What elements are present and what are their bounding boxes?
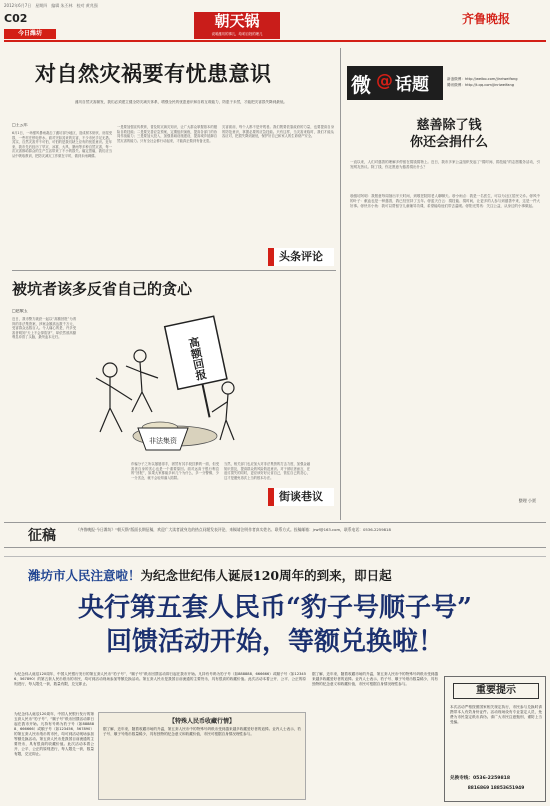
ad-notice-title: 重要提示: [453, 683, 539, 699]
ad-main-headline-1: 央行第五套人民币“豹子号顺子号”: [78, 593, 472, 623]
masthead-rule: [4, 40, 546, 42]
weibo-lead: 微: [351, 73, 371, 97]
cartoon-illustration: [80, 308, 242, 458]
editorial-column-2: 一是要加强宣传教育，普及防灾减灾知识，让广大群众掌握基本的避险自救技能；二是要完善应急预案，定期组织演练，提高各部门的协同作战能力；三是要加大投入，加强基础设施建设，提高城乡抵御自然灾害的能力。只有全社会都行动起来，才能真正做到有备无患。: [117, 125, 217, 143]
editorial-deck: 潍坊自然灾害频发，我们必须建立健全防灾减灾体系，增强全民的忧患意识和自救互救能力，防患于未然，才能把灾害损失降到最低。: [75, 100, 288, 104]
weibo-title: 话题: [395, 75, 429, 95]
sub-article-byline: □赵敏玉: [12, 309, 28, 313]
sina-weibo-label: 新浪微博：: [447, 77, 465, 81]
column-divider: [340, 48, 341, 520]
ad-kicker: [28, 568, 522, 584]
topic-comments: @潍坊阿明：我愿意每周抽出半天时间，到敬老院陪老人聊聊天。@小雨点：我是一名医生，可以为社区居民义诊。@风中的叶子：献血也是一种慈善，我已经坚持了五年。@蓝天白云：捐技能、捐时间，让更多的人参与到慈善中来，这是一件大好事。@快乐小鱼：我可以帮留守儿童辅导功课，希望能给他们带去温暖。@阳光男孩：关注公益，从身边的小事做起。: [350, 194, 540, 208]
ad-collect-box-title: 【特殊人民币收藏行情】: [168, 718, 235, 725]
ad-notice-panel: [444, 676, 546, 802]
section-tag: 今日潍坊: [4, 29, 56, 39]
sub-article-column-3: 当然，相关部门也应加大对非法集资的打击力度，加强金融知识普及，提高群众的风险防范意识。对于被坑者而言，在追讨损失的同时，更应该好好反省自己，管住自己的贪心，这才是避免再次上当的根本办法。: [224, 462, 310, 480]
ad-main-headline-2: 回馈活动开始，等额兑换啦！: [105, 627, 444, 657]
paper-logo: 齐鲁晚报: [462, 12, 511, 26]
ad-notice-body: 本次活动严格按照国家相关规定执行，市民参与兑换时请携带本人有效身份证件。活动现场设有专业鉴定人员，免费为市民鉴定纸币真伪。请广大市民注意甄别，谨防上当受骗。: [450, 705, 542, 724]
editorial-column-1: 6月1日，一场强风暴雨袭击了潍坊部分地区，造成树木倒伏、房屋受损，一些村庄停电停水。面对突如其来的灾害，不少市民手足无措。其实，自然灾害并不可怕，可怕的是我们缺乏应有的忧患意识。近年来，我市先后经历了旱灾、冰雹、大风、暴雨等多种自然灾害，每一次灾害都给群众的生产生活带来了不小的损失。痛定思痛，我们应当从中吸取教训，把防灾减灾工作做在平时，做到未雨绸缪。: [12, 131, 112, 158]
ad-kicker-blue: 潍坊市人民注意啦！: [28, 568, 141, 583]
weibo-links: [447, 76, 546, 88]
sub-article-column-2: 诈骗分子之所以屡屡得手，固然有其手段狡猾的一面，但受害者自身的贪心也是一个重要原因。面对远高于银行利息的“回报”，如果大家都能多问几个为什么，多一分警惕，少一分贪念，就不会轻易落入陷阱。: [131, 462, 219, 480]
ad-hotline-2[interactable]: 8816869 18853651949: [467, 786, 525, 791]
streettalk-badge: [268, 488, 334, 506]
ad-top-rule: [4, 556, 546, 557]
column-motto: 说咱潍坊的事儿，给咱百姓的理儿: [211, 32, 263, 36]
sub-article-column-1: 近日，我市警方破获一起以“高额回报”为诱饵的非法集资案，涉案金额高达数千万元，受害群众达数百人。令人痛心的是，许多受害者明知“天上不会掉馅饼”，却依然被高额利息冲昏了头脑，最终血本无归。: [12, 317, 76, 340]
ad-left-column: 为纪念伟人诞辰120周年，中国人民银行发行的第五套人民币“豹子号”、“顺子号”纸币回馈活动即日起在我市开始。凡持有号码为豹子号（如888888、666666）或顺子号（如123456、567890）的第五套人民币纸币的市民，均可到活动现场参加等额兑换活动。第五套人民币是我国目前流通的主要货币，具有很高的收藏价值。此次活动本着公开、公平、公正的原则进行，每人限兑一套，数量有限，兑完即止。: [14, 712, 94, 756]
topic-intro: 一直以来，人们对慈善的理解多停留在捐钱捐物上。近日，我市多家公益组织发起了“捐时间、捐技能”的志愿服务活动，引发网友热议。除了钱，你还愿意为慈善捐出什么？: [350, 160, 540, 169]
column-name: 朝天锅: [214, 12, 260, 30]
recruit-title: 征稿: [28, 528, 56, 544]
page-code: C02: [4, 12, 28, 25]
streettalk-label: 街谈巷议: [279, 490, 323, 503]
ad-hotline-label: 兑换专线：: [450, 776, 473, 781]
topic-title-line-2: 你还会捐什么: [409, 135, 488, 150]
sina-weibo-url[interactable]: http://weibo.com/jinriweifang: [464, 77, 518, 81]
sign-text: 高额回报: [186, 335, 208, 382]
ad-collect-box: [98, 712, 306, 800]
editorial-byline: □王云年: [12, 123, 28, 127]
recruit-text: 《齐鲁晚报·今日潍坊》“朝天锅”版面长期征稿，欢迎广大读者就身边的热点问题发表评论，来稿请注明作者真实姓名、联系方式。投稿邮箱：jrwf@163.com，联系电话：0536-2259818: [76, 527, 391, 532]
ad-middle-column: 据了解，近年来，随着收藏市场的升温，第五套人民币中的特殊号码纸币受到越来越多收藏爱好者的追捧。业内人士表示，豹子号、顺子号纸币数量稀少，具有独特的纪念意义和收藏价值，市民可根据自身情况理性参与。: [312, 672, 438, 686]
headtalk-badge: [268, 248, 334, 266]
weibo-logo: [347, 66, 443, 100]
date-line: 2012年6月7日 星期四 编辑 朱丕林 校对 黄兆强: [4, 3, 98, 8]
qq-weibo-label: 腾讯微博：: [447, 83, 465, 87]
topic-editor: 整理 小贾: [518, 498, 536, 503]
editorial-headline: 对自然灾祸要有忧患意识: [35, 61, 272, 86]
ad-hotline-number[interactable]: 0536-2259818: [472, 776, 511, 781]
topic-title-line-1: 慈善除了钱: [416, 118, 482, 133]
ad-body-text: 为纪念伟人诞辰120周年，中国人民银行发行的第五套人民币“豹子号”、“顺子号”纸币回馈活动即日起在我市开始。凡持有号码为豹子号（如888888、666666）或顺子号（如123456、567890）的第五套人民币纸币的市民，均可到活动现场参加等额兑换活动。第五套人民币是我国目前流通的主要货币，具有很高的收藏价值。此次活动本着公开、公平、公正的原则进行，每人限兑一套，数量有限，兑完即止。: [14, 672, 306, 686]
basket-text: 非法集资: [149, 437, 177, 445]
ad-hotline: [450, 775, 542, 782]
divider-line: [12, 270, 336, 271]
recruit-strip: [4, 522, 546, 548]
weibo-mark: @: [376, 71, 393, 91]
ad-kicker-black: 为纪念世纪伟人诞辰120周年的到来，即日起: [140, 568, 392, 583]
ad-collect-box-body: 据了解，近年来，随着收藏市场的升温，第五套人民币中的特殊号码纸币受到越来越多收藏爱好者的追捧。业内人士表示，豹子号、顺子号纸币数量稀少，具有独特的纪念意义和收藏价值，市民可根据自身情况理性参与。: [103, 727, 301, 736]
qq-weibo-url[interactable]: http://t.qq.com/jinriweifang: [464, 83, 515, 87]
editorial-column-3: 灾害面前，每个人都不是旁观者。我们既要依靠政府的力量，也要提高自身的防范意识，掌握必要的应急技能。只有这样，当灾害来临时，我们才能从容应对，把损失降到最低，保护好自己和家人的生命财产安全。: [222, 125, 334, 139]
headtalk-label: 头条评论: [279, 250, 323, 263]
sub-article-headline: 被坑者该多反省自己的贪心: [12, 280, 193, 298]
